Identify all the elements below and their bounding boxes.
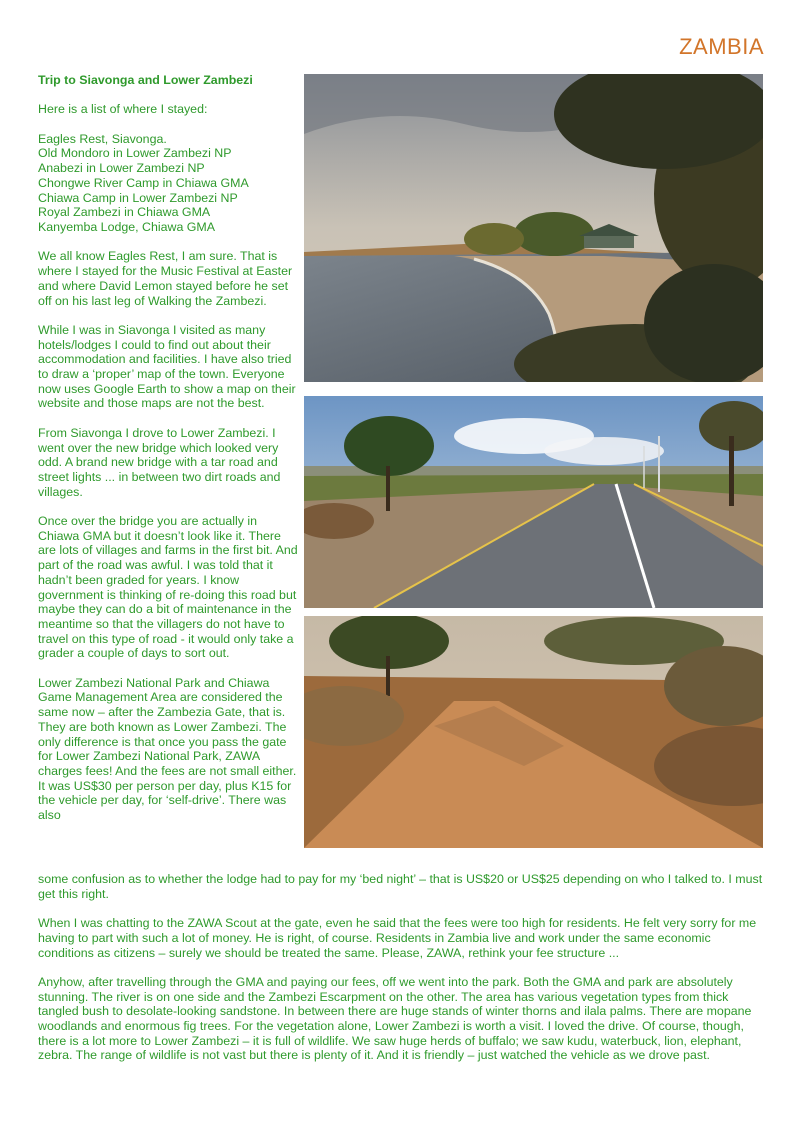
stay-item: Kanyemba Lodge, Chiawa GMA: [38, 220, 216, 234]
photo-bridge-road-image: [304, 396, 763, 608]
stay-item: Eagles Rest, Siavonga.: [38, 131, 167, 146]
article-title: Trip to Siavonga and Lower Zambezi: [38, 73, 253, 87]
article-column: [38, 73, 300, 823]
stay-item: Old Mondoro in Lower Zambezi NP: [38, 146, 232, 161]
paragraph-park-drive: Anyhow, after travelling through the GMA and paying our fees, off we went into the park. Both the GMA and park are absolutely stunning. The river is on one side and the Zambezi Escarpment on the other. The area has various vegetation types from thick tangled bush to desolate-looking sandstone. In between there are huge stands of winter thorns and ilala palms. There are mopane woodlands and enormous fig trees. For the vegetation alone, Lower Zambezi is worth a visit. I loved the drive. Of course, though, there is a lot more to Lower Zambezi – it is full of wildlife. We saw huge herds of buffalo; we saw kudu, waterbuck, lion, elephant, zebra. The range of wildlife is not vast but there is plenty of it. And it is friendly – just watched the vehicle as we drove past.: [38, 974, 752, 1063]
article-full-width: [38, 872, 764, 1078]
stays-list: [38, 132, 300, 235]
photo-dirt-road: [304, 616, 763, 848]
paragraph-zawa-scout: When I was chatting to the ZAWA Scout at the gate, even he said that the fees were too high for residents. He felt very sorry for me having to part with such a lot of money. He is right, of course. Residents in Zambia live and work under the same economic conditions as citizens – surely we should be treated the same. Please, ZAWA, rethink your fee structure ...: [38, 916, 757, 960]
paragraph-fees-start: Lower Zambezi National Park and Chiawa Game Management Area are considered the same now – after the Zambezia Gate, that is. They are both known as Lower Zambezi. The only difference is that once you pass the gate for Lower Zambezi National Park, ZAWA charges fees! And the fees are not small either. It was US$30 per person per day, plus K15 for the vehicle per day, for ‘self-drive’. There was also: [38, 675, 297, 823]
paragraph-eagles-rest: We all know Eagles Rest, I am sure. That is where I stayed for the Music Festival at Easter and where David Lemon stayed before he set off on his last leg of Walking the Zambezi.: [38, 249, 293, 308]
paragraph-fees-end: some confusion as to whether the lodge had to pay for my ‘bed night’ – that is US$20 or US$25 depending on who I talked to. I must get this right.: [38, 872, 763, 901]
photo-bridge-road: [304, 396, 763, 608]
photo-dirt-road-image: [304, 616, 763, 848]
intro-text: Here is a list of where I stayed:: [38, 102, 208, 117]
stay-item: Chiawa Camp in Lower Zambezi NP: [38, 190, 238, 205]
page-header-country: ZAMBIA: [679, 34, 764, 59]
stay-item: Chongwe River Camp in Chiawa GMA: [38, 175, 249, 190]
stay-item: Anabezi in Lower Zambezi NP: [38, 161, 205, 176]
stay-item: Royal Zambezi in Chiawa GMA: [38, 205, 211, 220]
paragraph-siavonga-visits: While I was in Siavonga I visited as many hotels/lodges I could to find out about their accommodation and facilities. I have also tried to draw a ‘proper’ map of the town. Everyone now uses Google Earth to show a map on their website and those maps are not the best.: [38, 322, 296, 411]
paragraph-bridge: From Siavonga I drove to Lower Zambezi. I went over the new bridge which looked very odd. A brand new bridge with a tar road and street lights ... in between two dirt roads and villages.: [38, 425, 281, 499]
photo-lake-shore-image: [304, 74, 763, 382]
paragraph-road: Once over the bridge you are actually in Chiawa GMA but it doesn’t look like it. There are lots of villages and farms in the first bit. And part of the road was awful. I was told that it hadn’t been graded for years. I know government is thinking of re-doing this road but maybe they can do a bit of maintenance in the meantime so that the villagers do not have to travel on this type of road - it would only take a grader a couple of days to sort out.: [38, 514, 298, 661]
photo-lake-shore: [304, 74, 763, 382]
